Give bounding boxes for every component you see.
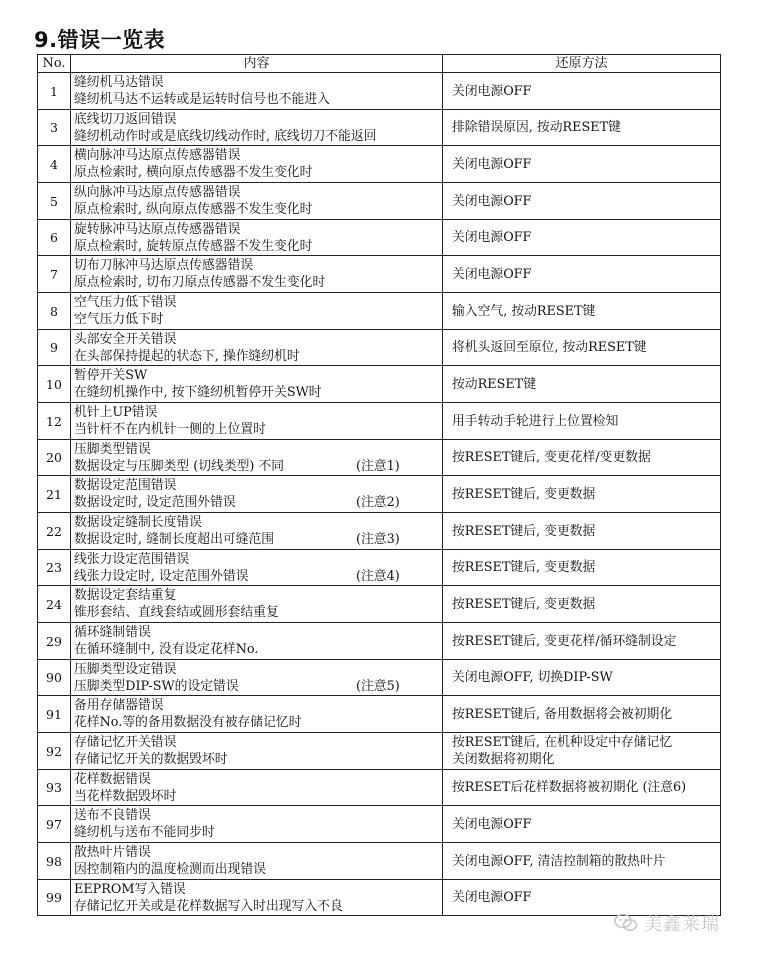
error-number: 93 (38, 770, 71, 806)
error-number: 6 (38, 220, 71, 256)
error-table (37, 54, 721, 916)
error-content (71, 550, 443, 586)
error-content (71, 403, 443, 440)
recovery-method (443, 366, 721, 403)
error-number: 12 (38, 403, 71, 440)
error-name: 压脚类型设定错误 (74, 661, 177, 677)
error-number: 3 (38, 110, 71, 146)
error-number: 24 (38, 586, 71, 623)
recovery-method (443, 696, 721, 733)
error-number: 21 (38, 476, 71, 513)
table-body (38, 73, 721, 916)
recovery-method (443, 843, 721, 880)
error-condition: 在循环缝制中, 没有设定花样No. (74, 642, 259, 657)
error-content (71, 440, 443, 476)
error-condition-line (74, 274, 442, 291)
error-name: 数据设定缝制长度错误 (74, 515, 202, 530)
error-name: 线张力设定范围错误 (74, 551, 190, 567)
error-condition-line (74, 714, 442, 731)
error-content (71, 770, 443, 806)
error-note: (注意4) (356, 568, 400, 584)
error-condition: 数据设定时, 设定范围外错误 (74, 495, 236, 510)
error-number: 8 (38, 293, 71, 330)
error-number: 5 (38, 183, 71, 220)
error-name: 机针上UP错误 (74, 405, 158, 420)
error-number: 90 (38, 660, 71, 696)
recovery-method-text: 按RESET键后, 变更数据 (452, 596, 596, 612)
error-content (71, 476, 443, 513)
error-condition-line (74, 898, 442, 915)
error-condition: 空气压力低下时 (74, 312, 164, 327)
error-name: 缝纫机马达错误 (74, 75, 164, 90)
table-row (38, 513, 721, 550)
error-condition: 缝纫机与送布不能同步时 (74, 825, 215, 840)
recovery-method (443, 586, 721, 623)
recovery-method-text: 排除错误原因, 按动RESET键 (452, 120, 621, 135)
error-content (71, 220, 443, 256)
error-condition-line (74, 678, 442, 695)
error-condition: 因控制箱内的温度检测而出现错误 (74, 862, 266, 877)
recovery-method (443, 513, 721, 550)
error-condition-line (74, 494, 442, 511)
error-number: 4 (38, 146, 71, 183)
recovery-method-text-2: 关闭数据将初期化 (452, 752, 555, 767)
error-condition-line (74, 311, 442, 328)
header-method: 还原方法 (443, 55, 721, 73)
error-content (71, 183, 443, 220)
table-row (38, 256, 721, 293)
error-content (71, 110, 443, 146)
recovery-method (443, 403, 721, 440)
error-name: EEPROM写入错误 (74, 881, 186, 897)
recovery-method-text: 输入空气, 按动RESET键 (452, 303, 596, 319)
error-condition: 缝纫机动作时或是底线切线动作时, 底线切刀不能返回 (74, 128, 377, 144)
error-number: 22 (38, 513, 71, 550)
error-content (71, 513, 443, 550)
error-number: 92 (38, 733, 71, 770)
error-number: 20 (38, 440, 71, 476)
error-condition-line (74, 604, 442, 621)
recovery-method-text: 关闭电源OFF, 清洁控制箱的散热叶片 (452, 853, 666, 869)
error-condition-line (74, 751, 442, 768)
error-name: 循环缝制错误 (74, 625, 151, 640)
table-row (38, 146, 721, 183)
error-condition: 原点检索时, 切布刀原点传感器不发生变化时 (74, 275, 326, 290)
table-row (38, 770, 721, 806)
recovery-method (443, 476, 721, 513)
recovery-method (443, 256, 721, 293)
error-condition-line (74, 128, 442, 145)
recovery-method (443, 770, 721, 806)
error-note: (注意5) (356, 678, 400, 694)
table-row (38, 843, 721, 880)
recovery-method-text: 按RESET键后, 变更数据 (452, 486, 596, 502)
error-content (71, 146, 443, 183)
error-condition: 数据设定时, 缝制长度超出可缝范围 (74, 532, 275, 547)
watermark (614, 910, 720, 936)
recovery-method-text: 用手转动手轮进行上位置检知 (452, 413, 619, 429)
error-condition: 数据设定与压脚类型 (切线类型) 不同 (74, 458, 285, 474)
error-condition: 花样No.等的备用数据没有被存储记忆时 (74, 715, 302, 730)
error-content (71, 696, 443, 733)
recovery-method (443, 623, 721, 660)
error-content (71, 660, 443, 696)
error-condition-line (74, 458, 442, 475)
error-content (71, 330, 443, 366)
error-number: 10 (38, 366, 71, 403)
error-content (71, 806, 443, 843)
recovery-method-text: 关闭电源OFF (452, 83, 532, 99)
error-condition-line (74, 861, 442, 878)
error-name: 花样数据错误 (74, 771, 151, 787)
wechat-icon (614, 913, 638, 933)
error-condition-line (74, 384, 442, 401)
error-condition-line (74, 824, 442, 841)
error-content (71, 843, 443, 880)
table-row (38, 586, 721, 623)
error-condition: 缝纫机马达不运转或是运转时信号也不能进入 (74, 92, 330, 107)
error-condition: 锥形套结、直线套结或圆形套结重复 (74, 605, 279, 620)
recovery-method (443, 183, 721, 220)
error-condition: 在缝纫机操作中, 按下缝纫机暂停开关SW时 (74, 385, 322, 400)
recovery-method-text: 按RESET后花样数据将被初期化 (注意6) (452, 780, 687, 795)
error-number: 98 (38, 843, 71, 880)
page-title: 9.错误一览表 (34, 28, 166, 52)
error-condition-line (74, 788, 442, 805)
error-name: 暂停开关SW (74, 368, 148, 383)
error-note: (注意1) (356, 458, 400, 474)
error-condition-line (74, 91, 442, 108)
recovery-method-text: 关闭电源OFF, 切换DIP-SW (452, 670, 613, 685)
error-condition: 存储记忆开关的数据毁坏时 (74, 752, 228, 767)
error-name: 送布不良错误 (74, 808, 151, 823)
table-row (38, 293, 721, 330)
error-number: 9 (38, 330, 71, 366)
error-content (71, 586, 443, 623)
error-condition-line (74, 238, 442, 255)
error-condition: 线张力设定时, 设定范围外错误 (74, 568, 249, 584)
table-row (38, 806, 721, 843)
recovery-method (443, 220, 721, 256)
recovery-method-text: 关闭电源OFF (452, 890, 532, 905)
header-no: No. (38, 55, 71, 73)
recovery-method (443, 330, 721, 366)
recovery-method (443, 440, 721, 476)
recovery-method (443, 146, 721, 183)
error-name: 数据设定范围错误 (74, 478, 177, 493)
error-condition-line (74, 201, 442, 218)
error-number: 91 (38, 696, 71, 733)
table-row (38, 696, 721, 733)
recovery-method (443, 110, 721, 146)
error-condition-line (74, 421, 442, 438)
error-condition: 存储记忆开关或是花样数据写入时出现写入不良 (74, 898, 343, 914)
recovery-method-text: 按RESET键后, 备用数据将会被初期化 (452, 706, 673, 722)
error-condition: 当花样数据毁坏时 (74, 788, 177, 804)
recovery-method-text: 按RESET键后, 变更花样/变更数据 (452, 450, 651, 465)
error-number: 1 (38, 73, 71, 110)
error-name: 纵向脉冲马达原点传感器错误 (74, 185, 241, 200)
table-row (38, 330, 721, 366)
error-condition-line (74, 348, 442, 365)
error-number: 99 (38, 880, 71, 916)
error-name: 空气压力低下错误 (74, 295, 177, 310)
error-condition: 原点检索时, 横向原点传感器不发生变化时 (74, 165, 313, 180)
table-row (38, 366, 721, 403)
error-content (71, 256, 443, 293)
recovery-method (443, 733, 721, 770)
recovery-method (443, 73, 721, 110)
recovery-method-text: 按动RESET键 (452, 376, 537, 392)
error-note: (注意3) (356, 532, 400, 547)
recovery-method (443, 806, 721, 843)
error-condition-line (74, 641, 442, 658)
table-row (38, 623, 721, 660)
table-row (38, 733, 721, 770)
table-row (38, 220, 721, 256)
error-condition: 压脚类型DIP-SW的设定错误 (74, 678, 239, 694)
error-content (71, 366, 443, 403)
error-name: 横向脉冲马达原点传感器错误 (74, 148, 241, 163)
table-row (38, 183, 721, 220)
error-name: 备用存储器错误 (74, 698, 164, 713)
recovery-method (443, 660, 721, 696)
recovery-method-text: 按RESET键后, 在机种设定中存储记忆 (452, 735, 673, 750)
error-name: 存储记忆开关错误 (74, 735, 177, 750)
error-content (71, 880, 443, 916)
error-name: 散热叶片错误 (74, 845, 151, 860)
table-row (38, 550, 721, 586)
error-condition-line (74, 568, 442, 585)
error-name: 底线切刀返回错误 (74, 111, 177, 127)
table-header-row (38, 55, 721, 73)
header-content: 内容 (71, 55, 443, 73)
error-number: 23 (38, 550, 71, 586)
error-condition-line (74, 531, 442, 548)
error-content (71, 733, 443, 770)
error-condition: 当针杆不在内机针一侧的上位置时 (74, 422, 266, 437)
watermark-text: 美鑫莱瑞 (644, 914, 720, 935)
table-row (38, 110, 721, 146)
error-number: 97 (38, 806, 71, 843)
recovery-method (443, 550, 721, 586)
recovery-method-text: 将机头返回至原位, 按动RESET键 (452, 340, 647, 355)
error-name: 头部安全开关错误 (74, 331, 177, 347)
recovery-method-text: 关闭电源OFF (452, 156, 532, 172)
table-row (38, 73, 721, 110)
error-name: 数据设定套结重复 (74, 588, 177, 603)
error-condition: 原点检索时, 纵向原点传感器不发生变化时 (74, 202, 313, 217)
recovery-method-text: 按RESET键后, 变更花样/循环缝制设定 (452, 633, 677, 649)
recovery-method-text: 按RESET键后, 变更数据 (452, 560, 596, 575)
recovery-method-text: 关闭电源OFF (452, 230, 532, 245)
recovery-method-text: 按RESET键后, 变更数据 (452, 523, 596, 539)
recovery-method-text: 关闭电源OFF (452, 816, 532, 832)
error-name: 切布刀脉冲马达原点传感器错误 (74, 258, 254, 273)
table-row (38, 440, 721, 476)
table-row (38, 660, 721, 696)
error-name: 旋转脉冲马达原点传感器错误 (74, 221, 241, 237)
recovery-method-text: 关闭电源OFF (452, 193, 532, 209)
error-name: 压脚类型错误 (74, 441, 151, 457)
error-content (71, 293, 443, 330)
error-content (71, 623, 443, 660)
table-row (38, 403, 721, 440)
table-row (38, 476, 721, 513)
error-note: (注意2) (356, 495, 400, 510)
error-condition: 在头部保持提起的状态下, 操作缝纫机时 (74, 348, 300, 364)
error-number: 29 (38, 623, 71, 660)
error-content (71, 73, 443, 110)
recovery-method-text: 关闭电源OFF (452, 266, 532, 282)
recovery-method (443, 293, 721, 330)
error-condition-line (74, 164, 442, 181)
error-number: 7 (38, 256, 71, 293)
error-condition: 原点检索时, 旋转原点传感器不发生变化时 (74, 238, 313, 254)
